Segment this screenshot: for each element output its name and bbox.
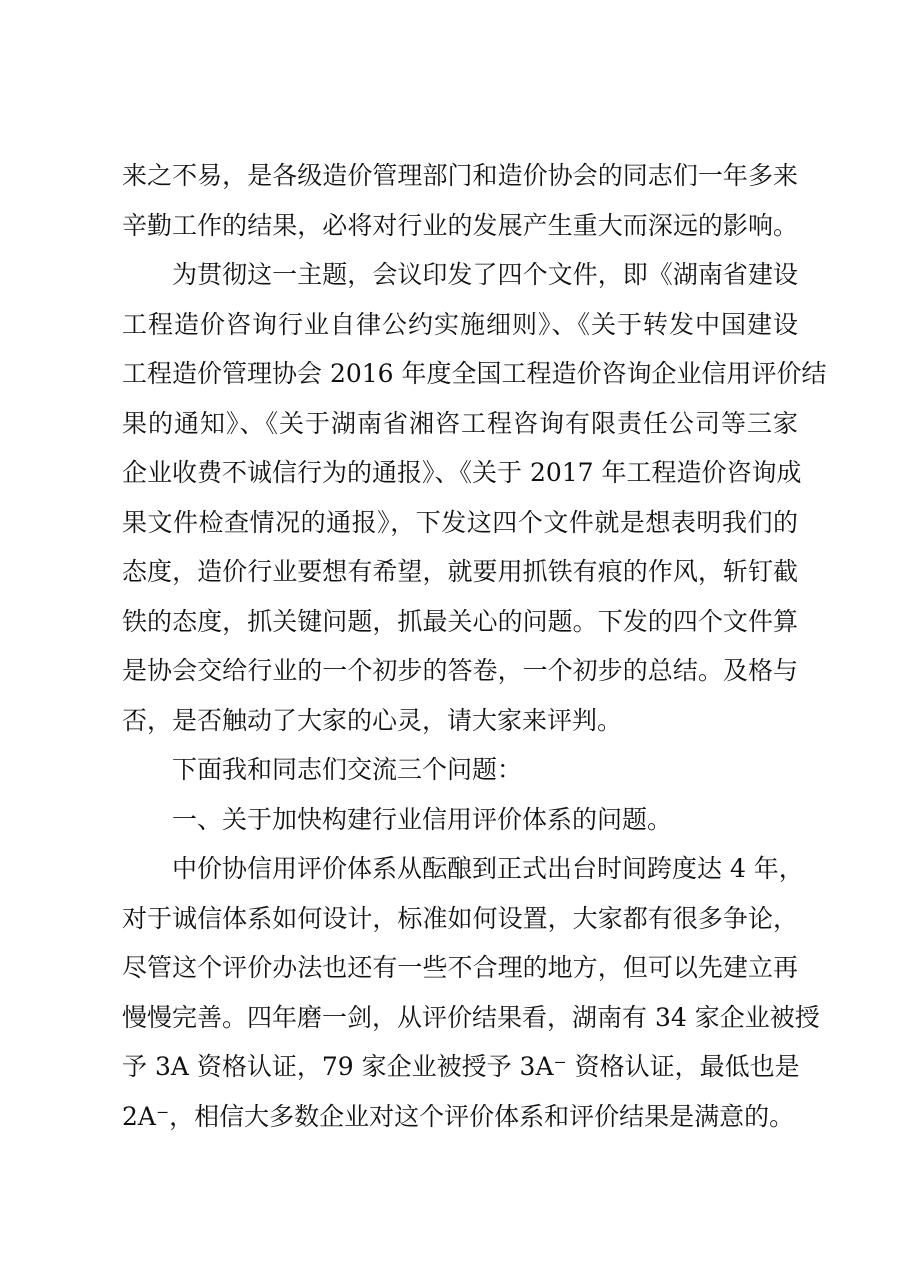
text-line: 对于诚信体系如何设计，标准如何设置，大家都有很多争论，: [122, 903, 798, 933]
text-line: 态度，造价行业要想有希望，就要用抓铁有痕的作风，斩钉截: [122, 557, 798, 586]
text-line: 为贯彻这一主题，会议印发了四个文件，即《湖南省建设: [172, 260, 798, 289]
document-body: [122, 151, 827, 1141]
text-line: 一、关于加快构建行业信用评价体系的问题。: [172, 804, 673, 834]
text-line: 否，是否触动了大家的心灵，请大家来评判。: [122, 705, 623, 735]
text-line: 铁的态度，抓关键问题，抓最关心的问题。下发的四个文件算: [122, 606, 798, 636]
text-line: 尽管这个评价办法也还有一些不合理的地方，但可以先建立再: [122, 953, 798, 982]
text-line: 慢慢完善。四年磨一剑，从评价结果看，湖南有 34 家企业被授: [122, 1002, 820, 1032]
text-line: 辛勤工作的结果，必将对行业的发展产生重大而深远的影响。: [122, 210, 798, 240]
text-line: 是协会交给行业的一个初步的答卷，一个初步的总结。及格与: [122, 656, 798, 685]
text-line: 予 3A 资格认证，79 家企业被授予 3A⁻ 资格认证，最低也是: [122, 1052, 800, 1081]
text-line: 工程造价咨询行业自律公约实施细则》、《关于转发中国建设: [122, 309, 798, 339]
text-line: 下面我和同志们交流三个问题：: [172, 755, 523, 784]
text-line: 中价协信用评价体系从酝酿到正式出台时间跨度达 4 年，: [172, 854, 804, 883]
text-line: 2A⁻，相信大多数企业对这个评价体系和评价结果是满意的。: [122, 1101, 795, 1131]
text-line: 果的通知》、《关于湖南省湘咨工程咨询有限责任公司等三家: [122, 408, 798, 438]
text-line: 工程造价管理协会 2016 年度全国工程造价咨询企业信用评价结: [122, 359, 827, 388]
text-line: 来之不易，是各级造价管理部门和造价协会的同志们一年多来: [122, 161, 798, 190]
text-line: 果文件检查情况的通报》，下发这四个文件就是想表明我们的: [122, 507, 798, 537]
text-line: 企业收费不诚信行为的通报》、《关于 2017 年工程造价咨询成: [122, 458, 802, 487]
